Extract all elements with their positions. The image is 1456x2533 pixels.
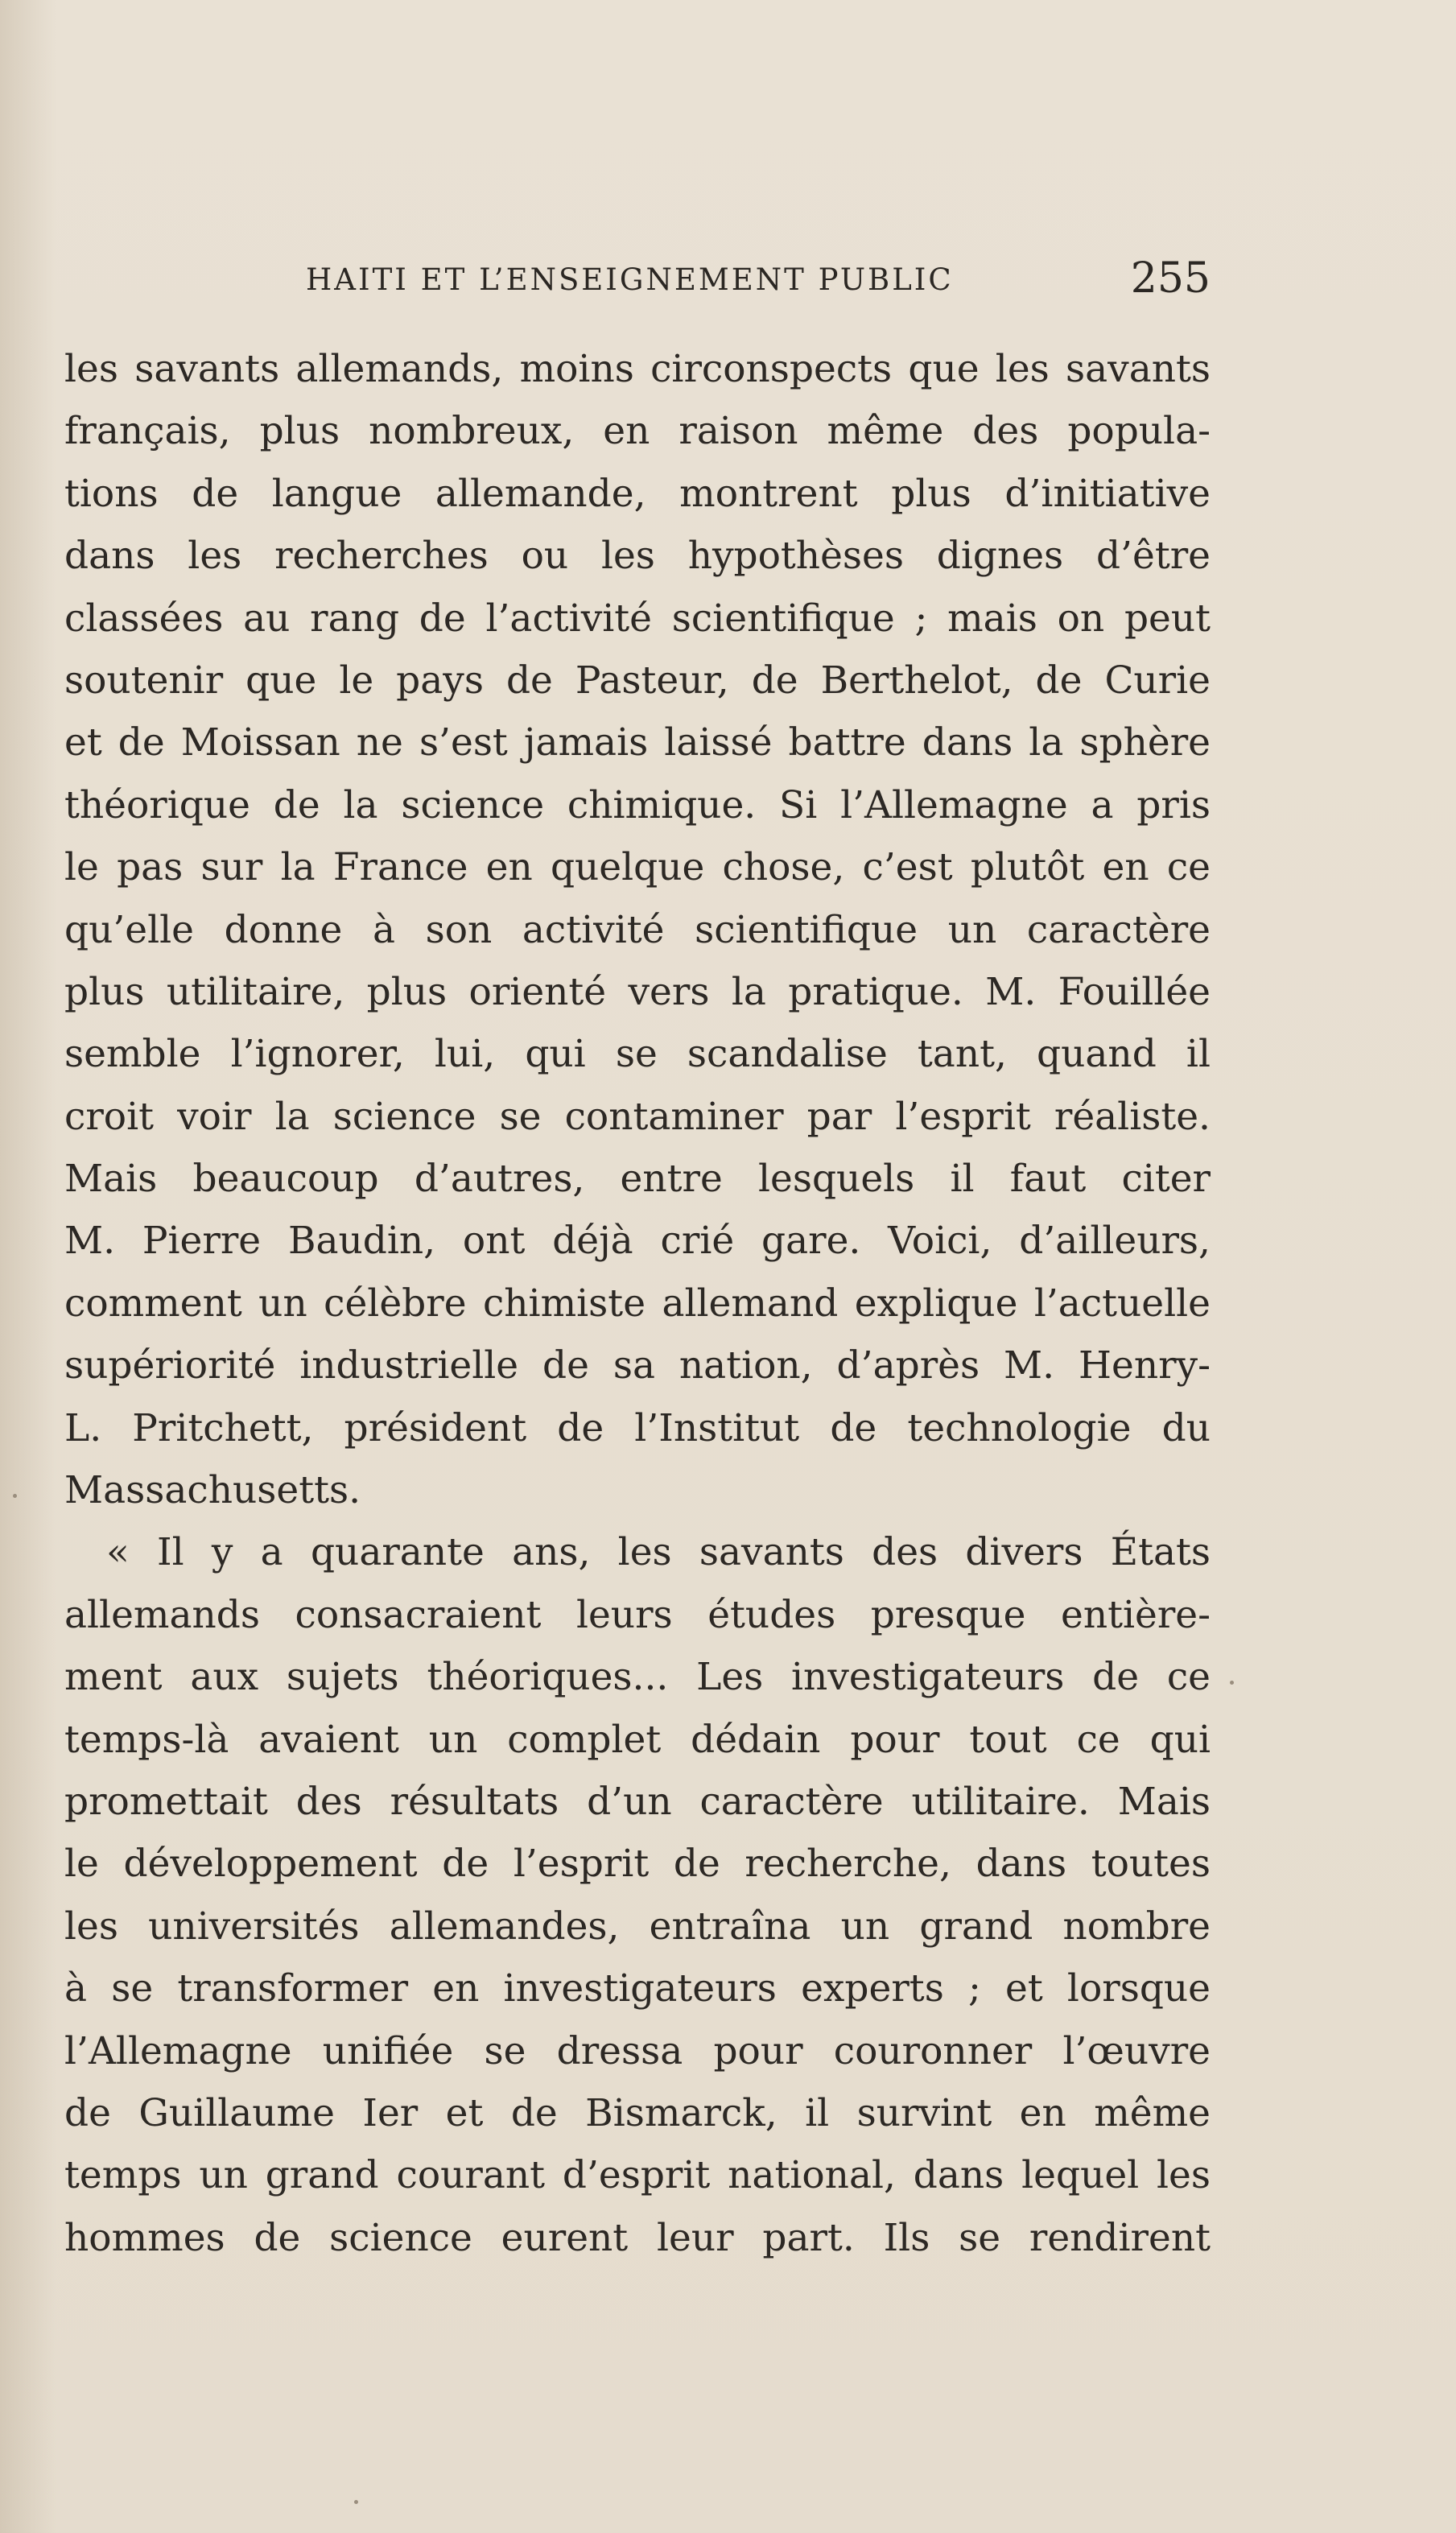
text-line: comment un célèbre chimiste allemand explique l’actuelle: [64, 1281, 1211, 1326]
text-line: le développement de l’esprit de recherche, dans toutes: [64, 1842, 1211, 1887]
text-line: classées au rang de l’activité scientifique ; mais on peut: [64, 596, 1211, 641]
text-line: M. Pierre Baudin, ont déjà crié gare. Voici, d’ailleurs,: [64, 1219, 1211, 1264]
text-line: théorique de la science chimique. Si l’Allemagne a pris: [64, 782, 1211, 827]
text-line: temps-là avaient un complet dédain pour tout ce qui: [64, 1717, 1211, 1762]
text-line: allemands consacraient leurs études presque entière-: [64, 1592, 1211, 1637]
text-line: les savants allemands, moins circonspects que les savants: [64, 347, 1211, 391]
text-line: et de Moissan ne s’est jamais laissé battre dans la sphère: [64, 720, 1211, 765]
paper-speck: [1230, 1681, 1234, 1685]
text-line: de Guillaume Ier et de Bismarck, il survint en même: [64, 2090, 1211, 2135]
text-line: temps un grand courant d’esprit national, dans lequel les: [64, 2153, 1211, 2198]
text-line: soutenir que le pays de Pasteur, de Berthelot, de Curie: [64, 658, 1211, 703]
body-text: [64, 338, 1211, 2269]
text-line: Massachusetts.: [64, 1468, 361, 1513]
paper-speck: [354, 2500, 358, 2504]
text-line: dans les recherches ou les hypothèses dignes d’être: [64, 534, 1211, 579]
text-line: ment aux sujets théoriques... Les investigateurs de ce: [64, 1655, 1211, 1700]
text-line: plus utilitaire, plus orienté vers la pratique. M. Fouillée: [64, 969, 1211, 1014]
text-line: les universités allemandes, entraîna un grand nombre: [64, 1904, 1211, 1949]
text-line: supériorité industrielle de sa nation, d’après M. Henry-: [64, 1343, 1211, 1388]
text-line: « Il y a quarante ans, les savants des divers États: [106, 1530, 1211, 1575]
page-header: [306, 251, 1211, 309]
text-line: qu’elle donne à son activité scientifique un caractère: [64, 907, 1211, 952]
running-title: HAITI ET L’ENSEIGNEMENT PUBLIC: [306, 262, 954, 297]
page-number: 255: [1130, 254, 1211, 303]
text-line: tions de langue allemande, montrent plus d’initiative: [64, 471, 1211, 516]
text-line: l’Allemagne unifiée se dressa pour couronner l’œuvre: [64, 2028, 1211, 2073]
text-line: semble l’ignorer, lui, qui se scandalise tant, quand il: [64, 1032, 1211, 1077]
text-line: à se transformer en investigateurs experts ; et lorsque: [64, 1966, 1211, 2011]
text-line: Mais beaucoup d’autres, entre lesquels il faut citer: [64, 1157, 1211, 1202]
paper-speck: [13, 1494, 17, 1498]
text-line: L. Pritchett, président de l’Institut de technologie du: [64, 1405, 1211, 1450]
text-line: promettait des résultats d’un caractère utilitaire. Mais: [64, 1779, 1211, 1824]
text-line: hommes de science eurent leur part. Ils se rendirent: [64, 2215, 1211, 2260]
text-line: français, plus nombreux, en raison même des popula-: [64, 409, 1211, 454]
text-line: le pas sur la France en quelque chose, c’est plutôt en ce: [64, 845, 1211, 890]
text-line: croit voir la science se contaminer par l’esprit réaliste.: [64, 1094, 1211, 1139]
